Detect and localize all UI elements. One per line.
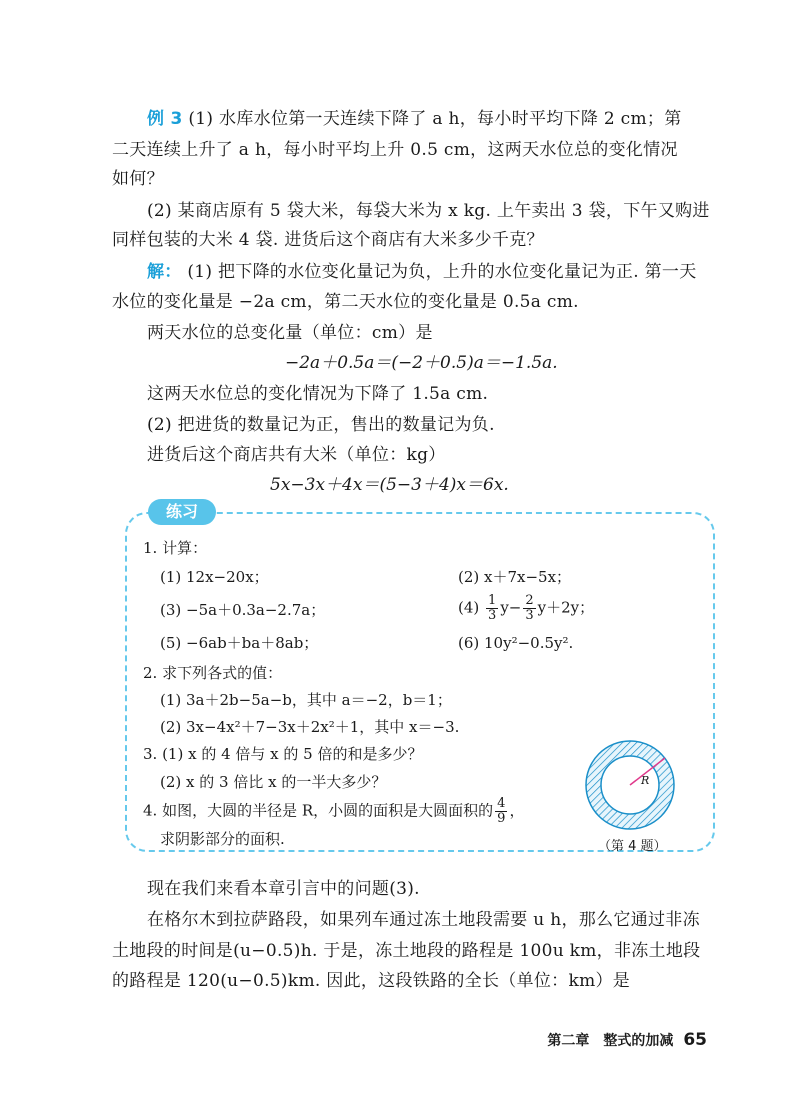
equation-2: 5x−3x＋4x＝(5−3＋4)x＝6x. <box>270 475 509 495</box>
solution-line-1: 解： (1) 把下降的水位变化量记为负，上升的水位变化量记为正. 第一天 <box>147 262 697 282</box>
page-number: 65 <box>683 1030 707 1050</box>
closing-line-1: 现在我们来看本章引言中的问题(3). <box>147 879 420 899</box>
fraction-one-third: $\frac{1}{3}$ <box>488 593 497 623</box>
exercise-q3-2: (2) x 的 3 倍比 x 的一半大多少？ <box>160 773 387 791</box>
example-line-1: 例 3 (1) 水库水位第一天连续下降了 a h，每小时平均下降 2 cm；第 <box>147 109 682 129</box>
closing-line-2: 在格尔木到拉萨路段，如果列车通过冻土地段需要 u h，那么它通过非冻 <box>147 910 700 930</box>
exercise-q2: 2. 求下列各式的值： <box>143 664 283 682</box>
equation-1: −2a＋0.5a＝(−2＋0.5)a＝−1.5a. <box>285 353 558 373</box>
solution-line-3: 两天水位的总变化量（单位：cm）是 <box>147 323 433 343</box>
exercise-q1-1: (1) 12x−20x； <box>160 568 269 586</box>
closing-line-3: 土地段的时间是(u−0.5)h. 于是，冻土地段的路程是 100u km，非冻土地段 <box>112 941 701 961</box>
figure-caption: （第 4 题） <box>598 839 667 854</box>
solution-line-4: 这两天水位总的变化情况为下降了 1.5a cm. <box>147 384 489 404</box>
exercise-q4-line-1: 4. 如图，大圆的半径是 R，小圆的面积是大圆面积的 $\frac{4}{9}$ ， <box>143 796 525 826</box>
exercise-q1-6: (6) 10y²−0.5y². <box>458 634 574 652</box>
exercise-q1-5: (5) −6ab＋ba＋8ab； <box>160 634 319 652</box>
fraction-two-thirds: $\frac{2}{3}$ <box>525 593 534 623</box>
solution-line-6: 进货后这个商店共有大米（单位：kg） <box>147 445 446 465</box>
exercise-q1-4: (4) $\frac{1}{3}$ y− $\frac{2}{3}$ y＋2y； <box>458 593 595 623</box>
example-line-4: (2) 某商店原有 5 袋大米，每袋大米为 x kg. 上午卖出 3 袋，下午又购进 <box>147 201 710 221</box>
exercise-q1: 1. 计算： <box>143 539 208 557</box>
chapter-title: 第二章 整式的加减 <box>547 1033 674 1049</box>
example-line-2: 二天连续上升了 a h，每小时平均上升 0.5 cm，这两天水位总的变化情况 <box>112 140 678 160</box>
closing-line-4: 的路程是 120(u−0.5)km. 因此，这段铁路的全长（单位：km）是 <box>112 971 631 991</box>
radius-label: R <box>641 774 650 787</box>
exercise-q3-1: 3. (1) x 的 4 倍与 x 的 5 倍的和是多少？ <box>143 745 423 763</box>
exercise-q4-line-2: 求阴影部分的面积. <box>160 830 285 848</box>
example-line-5: 同样包装的大米 4 袋. 进货后这个商店有大米多少千克？ <box>112 230 544 250</box>
exercise-q1-3: (3) −5a＋0.3a−2.7a； <box>160 601 326 619</box>
annulus-figure <box>580 735 680 835</box>
page-footer <box>547 1030 707 1050</box>
solution-label: 解： <box>147 262 182 282</box>
exercise-q1-2: (2) x＋7x−5x； <box>458 568 572 586</box>
exercise-q2-1: (1) 3a＋2b−5a−b，其中 a＝−2，b＝1； <box>160 691 452 709</box>
example-line-3: 如何？ <box>112 169 164 189</box>
exercise-q2-2: (2) 3x−4x²＋7−3x＋2x²＋1，其中 x＝−3. <box>160 718 460 736</box>
example-label: 例 3 <box>147 109 183 129</box>
solution-line-5: (2) 把进货的数量记为正，售出的数量记为负. <box>147 415 495 435</box>
fraction-four-ninths: $\frac{4}{9}$ <box>497 796 506 826</box>
solution-line-2: 水位的变化量是 −2a cm，第二天水位的变化量是 0.5a cm. <box>112 292 579 312</box>
exercise-tag: 练习 <box>148 499 216 525</box>
